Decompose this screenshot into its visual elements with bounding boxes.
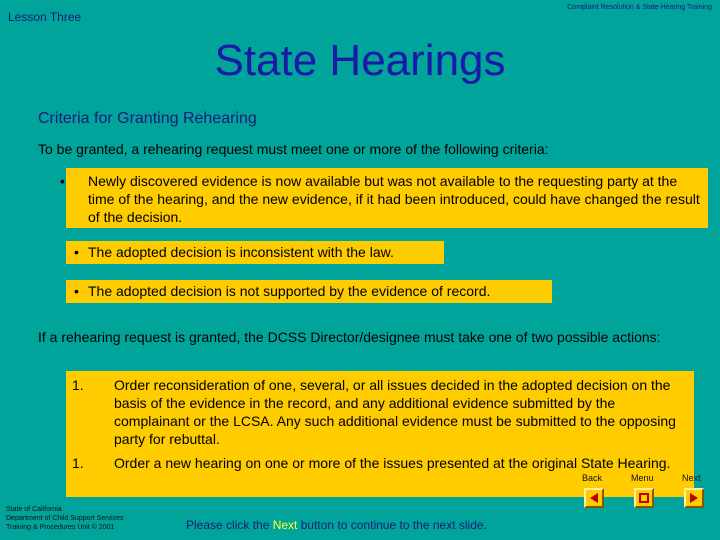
org-line-1: State of California xyxy=(6,506,62,513)
menu-label: Menu xyxy=(631,473,654,483)
back-arrow-icon xyxy=(588,492,600,504)
next-button[interactable] xyxy=(684,488,704,508)
slide-title: State Hearings xyxy=(214,36,506,85)
slide-subtitle: Criteria for Granting Rehearing xyxy=(38,110,257,127)
lesson-label: Lesson Three xyxy=(8,10,82,24)
next-arrow-icon xyxy=(688,492,700,504)
prompt-next-highlight: Next xyxy=(272,518,298,532)
org-line-3: Training & Procedures Unit © 2001 xyxy=(6,524,115,531)
action-number: 1. xyxy=(72,455,84,471)
menu-square-icon xyxy=(639,493,649,503)
next-label: Next xyxy=(682,473,701,483)
bullet: • xyxy=(74,283,79,299)
prompt-before: Please click the xyxy=(186,518,273,532)
continue-prompt xyxy=(186,518,487,532)
outcome-text: If a rehearing request is granted, the DCSS Director/designee must take one of two possible actions: xyxy=(38,329,661,345)
bullet: • xyxy=(74,244,79,260)
criterion-box-3 xyxy=(66,280,552,303)
back-label: Back xyxy=(582,473,603,483)
organization-credit xyxy=(6,505,124,532)
prompt-after: button to continue to the next slide. xyxy=(297,518,487,532)
criterion-text-2: The adopted decision is inconsistent with the law. xyxy=(88,244,394,260)
action-item-2 xyxy=(66,454,694,472)
bullet: • xyxy=(60,173,65,189)
back-button[interactable] xyxy=(584,488,604,508)
course-title: Complaint Resolution & State Hearing Training xyxy=(567,4,712,11)
intro-text: To be granted, a rehearing request must meet one or more of the following criteria: xyxy=(38,141,549,157)
criterion-box-2 xyxy=(66,241,444,264)
org-line-2: Department of Child Support Services xyxy=(6,515,124,522)
criterion-text-3: The adopted decision is not supported by the evidence of record. xyxy=(88,283,491,299)
criterion-text-1: Newly discovered evidence is now available but was not available to the requesting party at the time of the hearing, and the new evidence, if it had been introduced, could have changed the result of the decision. xyxy=(88,173,700,225)
criterion-box-1 xyxy=(60,168,708,228)
menu-button[interactable] xyxy=(634,488,654,508)
action-item-1 xyxy=(66,376,694,448)
action-number: 1. xyxy=(72,377,84,393)
action-text-1: Order reconsideration of one, several, or all issues decided in the adopted decision on the basis of the evidence in the record, and any additional evidence submitted by the complainant or the LCSA. Any such additional evidence must be submitted to the opposing party for rebuttal. xyxy=(114,377,676,447)
action-text-2: Order a new hearing on one or more of the issues presented at the original State Hearing. xyxy=(114,455,671,471)
